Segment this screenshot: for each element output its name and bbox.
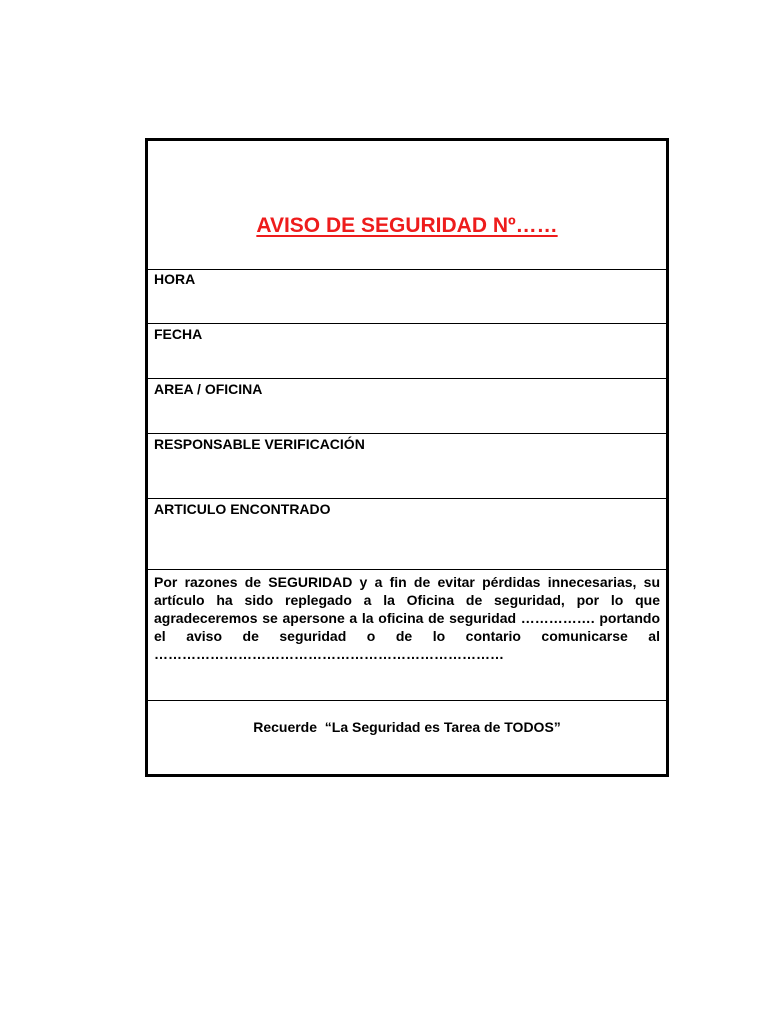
field-label-area-oficina: AREA / OFICINA <box>154 381 263 397</box>
form-title: AVISO DE SEGURIDAD Nº…… <box>256 214 558 237</box>
field-label-hora: HORA <box>154 271 196 287</box>
field-row-area-oficina <box>148 379 666 434</box>
notice-section <box>148 570 666 701</box>
title-section <box>148 141 666 270</box>
notice-paragraph: Por razones de SEGURIDAD y a fin de evitar pérdidas innecesarias, su artículo ha sido replegado a la Oficina de seguridad, por lo que agradeceremos se apersone a la oficina de seguridad ……………. portando el aviso de seguridad o de lo contario comunicarse al ………………………………………………………………… <box>154 574 660 662</box>
field-label-responsable: RESPONSABLE VERIFICACIÓN <box>154 436 365 452</box>
field-row-responsable <box>148 434 666 499</box>
field-label-articulo: ARTICULO ENCONTRADO <box>154 501 331 517</box>
field-label-fecha: FECHA <box>154 326 203 342</box>
field-row-hora <box>148 269 666 324</box>
field-row-fecha <box>148 324 666 379</box>
footer-reminder: Recuerde “La Seguridad es Tarea de TODOS” <box>253 719 561 735</box>
security-notice-form <box>145 138 669 777</box>
field-row-articulo <box>148 499 666 570</box>
footer-section <box>148 701 666 774</box>
